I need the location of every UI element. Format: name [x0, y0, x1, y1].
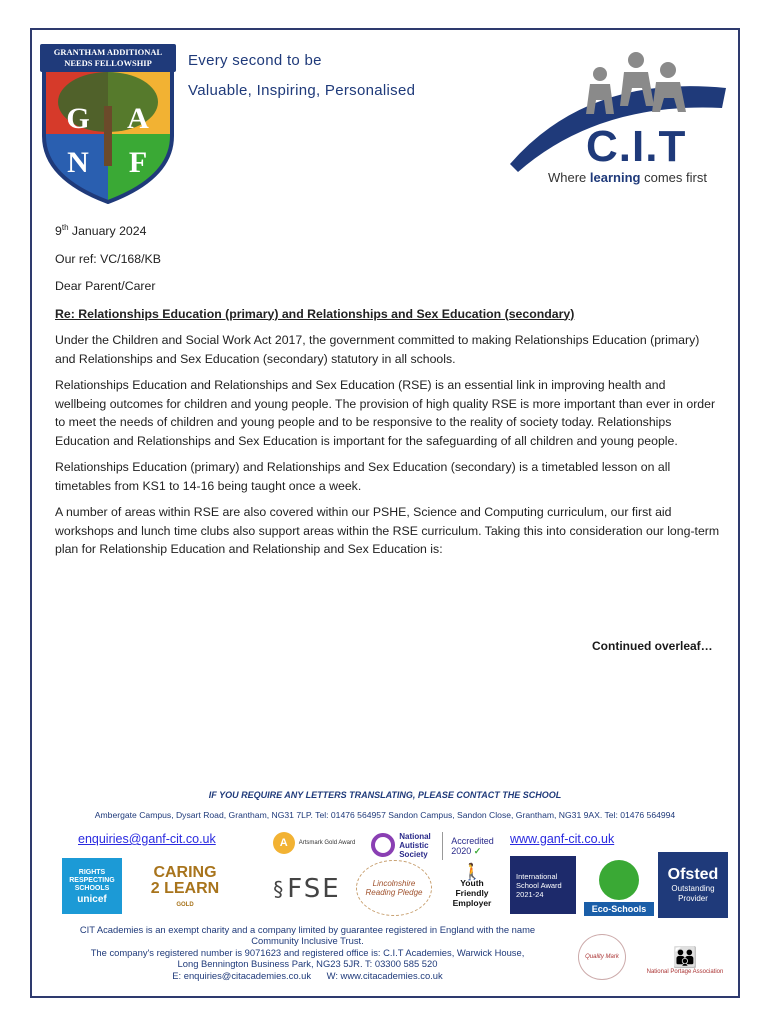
nas-label	[399, 832, 431, 859]
youth-friendly-employer-badge	[442, 860, 502, 916]
accredited-label: Accredited	[451, 836, 494, 846]
isa-line2: School Award	[516, 880, 562, 890]
caring2learn-badge	[136, 862, 234, 916]
yfe-line2: Friendly	[455, 888, 489, 898]
nas-line3: Society	[399, 849, 428, 859]
translation-notice: IF YOU REQUIRE ANY LETTERS TRANSLATING, PLEASE CONTACT THE SCHOOL	[208, 790, 562, 800]
quality-mark-badge: Quality Mark	[578, 934, 626, 980]
crest-letter-f: F	[128, 146, 148, 179]
walking-figure-icon: 🚶	[462, 864, 482, 881]
tagline-line2: Valuable, Inspiring, Personalised	[188, 82, 416, 99]
legal-footer	[55, 924, 560, 981]
portage-association-badge	[640, 936, 730, 986]
nas-ring-icon	[371, 833, 395, 857]
nas-line1: National	[399, 831, 431, 841]
letter-body	[55, 222, 720, 567]
artsmark-a-icon: A	[273, 832, 295, 854]
caring-line1: CARING	[153, 864, 217, 881]
letter-salutation: Dear Parent/Carer	[55, 279, 156, 293]
date-day: 9	[55, 224, 62, 238]
crest-letter-g: G	[66, 102, 90, 135]
unicef-line2: RESPECTING	[69, 876, 115, 884]
website-link[interactable]: www.ganf-cit.co.uk	[510, 832, 615, 846]
legal-line: CIT Academies is an exempt charity and a company limited by guarantee registered in England with the name	[79, 924, 536, 935]
portage-label: National Portage Association	[646, 969, 724, 975]
campus-addresses: Ambergate Campus, Dysart Road, Grantham, NG31 7LP. Tel: 01476 564957 Sandon Campus, Sandon Close, Grantham, NG31 9AX. Tel: 01476 564994	[94, 810, 676, 820]
legal-line: Community Inclusive Trust.	[251, 935, 364, 947]
letter-subject: Re: Relationships Education (primary) and Relationships and Sex Education (secondary)	[55, 306, 575, 321]
letter-paragraph: Relationships Education (primary) and Relationships and Sex Education (secondary) is a timetabled lesson on all timetables from KS1 to 14-16 being taught once a week.	[55, 460, 671, 493]
checkmark-icon: ✓	[473, 846, 482, 856]
fse-badge	[272, 868, 342, 910]
ofsted-title: Ofsted	[667, 866, 719, 883]
crest-letter-n: N	[67, 146, 89, 179]
nas-badge	[366, 828, 436, 862]
date-month-year: January 2024	[68, 224, 147, 238]
cit-title: C.I.T	[586, 122, 687, 171]
international-school-award-badge	[510, 856, 576, 914]
tree-icon	[599, 860, 639, 900]
yfe-line3: Employer	[452, 898, 492, 908]
unicef-line3: SCHOOLS	[74, 884, 110, 892]
crest-banner-line1: GRANTHAM ADDITIONAL	[53, 47, 163, 57]
nas-line2: Autistic	[399, 840, 429, 850]
unicef-rrs-badge	[62, 858, 122, 914]
crest-banner-line2: NEEDS FELLOWSHIP	[64, 58, 152, 68]
legal-line: Long Bennington Business Park, NG23 5JR. T: 03300 585 520	[177, 958, 438, 970]
school-crest-logo	[40, 44, 176, 204]
eco-label: Eco-Schools	[584, 902, 654, 916]
caring-line2: 2 LEARN	[150, 880, 220, 897]
ofsted-line3: Provider	[678, 894, 708, 903]
cit-strap-post: comes first	[640, 170, 707, 185]
legal-line: E: enquiries@citacademies.co.uk W: www.citacademies.co.uk	[172, 969, 443, 981]
family-figures-icon: 👪	[672, 947, 698, 969]
letter-date	[55, 222, 720, 241]
ofsted-badge	[658, 852, 728, 918]
tagline-line1: Every second to be	[188, 52, 322, 69]
unicef-line1: RIGHTS	[78, 868, 106, 876]
crest-shield-icon	[40, 66, 176, 204]
fse-label: FSE	[287, 874, 341, 904]
email-link[interactable]: enquiries@ganf-cit.co.uk	[78, 832, 216, 846]
letter-paragraph: Relationships Education and Relationships and Sex Education (RSE) is an essential link in improving health and wellbeing outcomes for children and young people. The provision of high quality RSE is more important than ever in order to meet the needs of children and young people and to be responsive to the reality of society today. Relationships Education and Relationships and Sex Education is important for the safeguarding of all children and young people.	[55, 378, 716, 448]
caring-line3: GOLD	[176, 902, 194, 908]
cit-strap-pre: Where	[548, 170, 590, 185]
reading-pledge-badge: Lincolnshire Reading Pledge	[356, 860, 432, 916]
artsmark-badge	[268, 828, 360, 858]
cit-strap-bold: learning	[589, 170, 641, 185]
date-suffix: th	[61, 222, 69, 232]
accredited-year: 2020	[451, 846, 472, 856]
isa-line1: International	[516, 871, 558, 881]
accredited-badge	[442, 832, 498, 860]
ofsted-line2: Outstanding	[671, 884, 715, 893]
cit-strapline	[548, 170, 707, 185]
fse-spiral-icon: §	[273, 877, 286, 901]
eco-schools-badge	[584, 852, 654, 916]
crest-letter-a: A	[127, 102, 149, 135]
continued-overleaf: Continued overleaf…	[592, 639, 713, 653]
yfe-line1: Youth	[460, 878, 484, 888]
letter-paragraph: Under the Children and Social Work Act 2017, the government committed to making Relationships Education (primary) and Relationships and Sex Education (secondary) statutory in all schools.	[55, 333, 700, 366]
legal-line: The company's registered number is 9071623 and registered office is: C.I.T Academies, Warwick House,	[90, 946, 525, 958]
letter-reference: Our ref: VC/168/KB	[55, 251, 161, 266]
artsmark-label: Artsmark Gold Award	[298, 840, 356, 846]
letter-paragraph: A number of areas within RSE are also covered within our PSHE, Science and Computing curriculum, our first aid workshops and lunch time clubs also support areas within the RSE curriculum. Taking this into consideration our long-term plan for Relationship Education and Relationship and Sex Education is:	[55, 505, 720, 556]
unicef-line4: unicef	[77, 893, 107, 905]
isa-line3: 2021-24	[516, 889, 544, 899]
